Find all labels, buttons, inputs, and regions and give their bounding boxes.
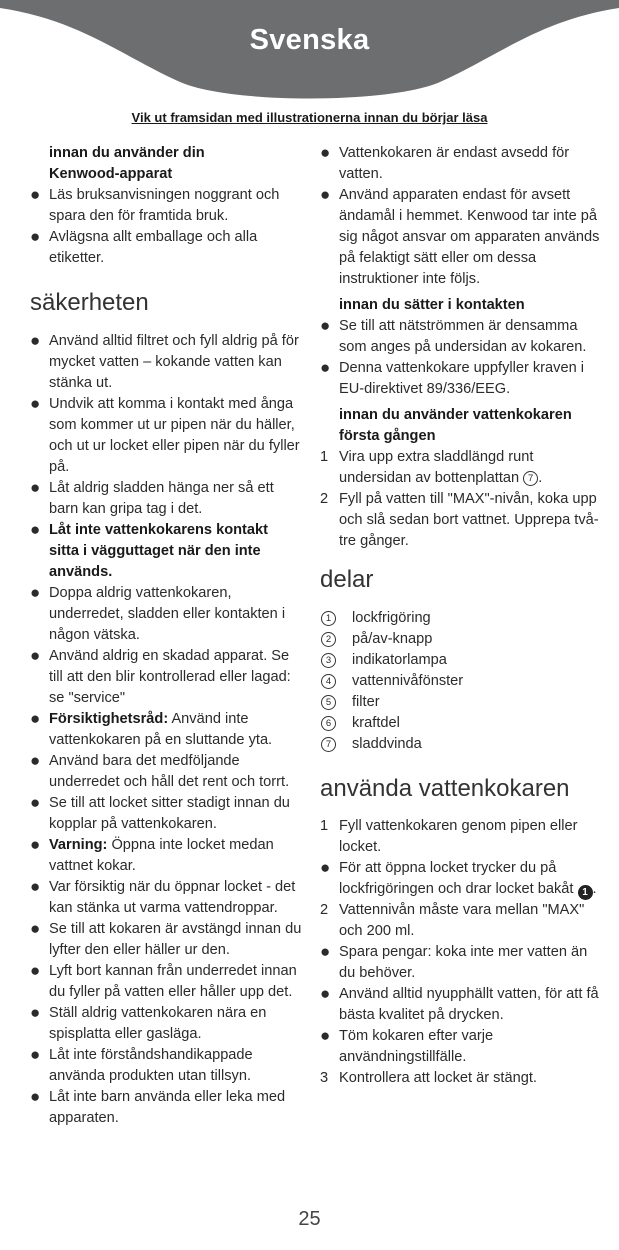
item-text: Lyft bort kannan från underredet innan du fyller på vatten eller håller upp det. bbox=[49, 963, 297, 1000]
safety-item bbox=[30, 835, 302, 877]
safety-item bbox=[30, 751, 302, 793]
safety-item bbox=[30, 394, 302, 478]
part-label: indikatorlampa bbox=[352, 652, 447, 668]
safety-item bbox=[30, 478, 302, 520]
bold-lead: Varning: bbox=[49, 837, 108, 853]
bullet-icon: ● bbox=[30, 919, 41, 938]
parts-heading: delar bbox=[320, 566, 374, 593]
first-use-step bbox=[320, 489, 600, 552]
part-number-icon: 2 bbox=[321, 632, 336, 647]
bullet-icon: ● bbox=[30, 583, 41, 602]
item-text: Denna vattenkokare uppfyller kraven i EU-direktivet 89/336/EEG. bbox=[339, 360, 584, 397]
safety-item bbox=[30, 919, 302, 961]
bullet-icon: ● bbox=[30, 1045, 41, 1064]
bullet-icon: ● bbox=[30, 793, 41, 812]
part-item bbox=[320, 650, 600, 671]
safety-item bbox=[30, 793, 302, 835]
part-item bbox=[320, 629, 600, 650]
bullet-icon: ● bbox=[30, 1087, 41, 1106]
item-text: Se till att nätströmmen är densamma som anges på undersidan av kokaren. bbox=[339, 318, 587, 355]
item-text: Doppa aldrig vattenkokaren, underredet, sladden eller kontakten i någon vätska. bbox=[49, 585, 286, 643]
safety-item bbox=[30, 646, 302, 709]
item-text: Använd apparaten endast för avsett ändamål i hemmet. Kenwood tar inte på sig något ansvar om apparaten används på felaktigt sätt eller om dessa instruktioner inte följs. bbox=[339, 187, 600, 287]
usage-step bbox=[320, 984, 600, 1026]
safety-item bbox=[30, 1003, 302, 1045]
part-number-icon: 4 bbox=[321, 674, 336, 689]
plug-heading: innan du sätter i kontakten bbox=[339, 297, 525, 313]
item-text: Låt inte barn använda eller leka med apparaten. bbox=[49, 1089, 286, 1126]
bold-lead: Låt inte vattenkokarens kontakt sitta i vägguttaget när den inte används. bbox=[49, 522, 268, 580]
part-label: kraftdel bbox=[352, 715, 400, 731]
bullet-icon: ● bbox=[30, 709, 41, 728]
usage-step bbox=[320, 858, 600, 900]
step-text: Fyll på vatten till "MAX"-nivån, koka upp och slå sedan bort vattnet. Upprepa två-tre gånger. bbox=[339, 491, 599, 549]
item-text: Ställ aldrig vattenkokaren nära en spisplatta eller gasläga. bbox=[49, 1005, 267, 1042]
bullet-icon: ● bbox=[30, 227, 41, 246]
language-header-banner bbox=[0, 0, 619, 110]
step-text: Vira upp extra sladdlängd runt undersidan av bottenplattan bbox=[339, 449, 534, 486]
safety-item bbox=[30, 961, 302, 1003]
part-number-icon: 1 bbox=[321, 611, 336, 626]
part-number-icon: 6 bbox=[321, 716, 336, 731]
bullet-icon: ● bbox=[320, 185, 331, 204]
unfold-instruction-note: Vik ut framsidan med illustrationerna innan du börjar läsa bbox=[131, 110, 488, 125]
bullet-icon: ● bbox=[320, 858, 331, 877]
step-text-end: . bbox=[592, 881, 597, 897]
left-column bbox=[30, 143, 302, 1129]
item-text: Öppna inte locket medan vattnet kokar. bbox=[49, 837, 274, 874]
part-item bbox=[320, 713, 600, 734]
bullet-icon: ● bbox=[30, 185, 41, 204]
item-text: Se till att kokaren är avstängd innan du lyfter den eller häller ur den. bbox=[49, 921, 302, 958]
part-label: filter bbox=[352, 694, 380, 710]
item-text: Se till att locket sitter stadigt innan du kopplar på vattenkokaren. bbox=[49, 795, 290, 832]
bullet-icon: ● bbox=[320, 1026, 331, 1045]
item-text: Vattenkokaren är endast avsedd för vatten. bbox=[339, 145, 570, 182]
item-text: Låt aldrig sladden hänga ner så ett barn kan gripa tag i det. bbox=[49, 480, 274, 517]
before-use-item bbox=[30, 185, 302, 227]
bullet-icon: ● bbox=[320, 143, 331, 162]
bullet-icon: ● bbox=[30, 961, 41, 980]
step-text: Vattennivån måste vara mellan "MAX" och 200 ml. bbox=[339, 902, 585, 939]
safety-item bbox=[30, 520, 302, 583]
bullet-icon: ● bbox=[320, 316, 331, 335]
step-number: 1 bbox=[320, 449, 329, 465]
step-text: För att öppna locket trycker du på lockfrigöringen och drar locket bakåt bbox=[339, 860, 574, 897]
usage-step bbox=[320, 1068, 600, 1089]
bullet-icon: ● bbox=[320, 984, 331, 1003]
usage-step bbox=[320, 900, 600, 942]
usage-step bbox=[320, 942, 600, 984]
bullet-icon: ● bbox=[30, 520, 41, 539]
bullet-icon: ● bbox=[30, 877, 41, 896]
bullet-icon: ● bbox=[30, 1003, 41, 1022]
item-text: Avlägsna allt emballage och alla etiketter. bbox=[49, 229, 258, 266]
part-item bbox=[320, 608, 600, 629]
step-text: Fyll vattenkokaren genom pipen eller locket. bbox=[339, 818, 578, 855]
before-use-heading: innan du använder din Kenwood-apparat bbox=[49, 145, 205, 182]
step-number: 3 bbox=[320, 1070, 329, 1086]
part-number-icon: 5 bbox=[321, 695, 336, 710]
bullet-icon: ● bbox=[30, 835, 41, 854]
part-reference-icon: 7 bbox=[523, 471, 538, 486]
before-use-item bbox=[30, 227, 302, 269]
item-text: Var försiktig när du öppnar locket - det kan stänka ut varma vattendroppar. bbox=[49, 879, 296, 916]
bullet-icon: ● bbox=[320, 358, 331, 377]
bullet-icon: ● bbox=[30, 751, 41, 770]
item-text: Läs bruksanvisningen noggrant och spara den för framtida bruk. bbox=[49, 187, 280, 224]
part-label: vattennivåfönster bbox=[352, 673, 464, 689]
step-text: Kontrollera att locket är stängt. bbox=[339, 1070, 537, 1086]
item-text: Använd bara det medföljande underredet och håll det rent och torrt. bbox=[49, 753, 290, 790]
item-text: Undvik att komma i kontakt med ånga som kommer ut ur pipen när du häller, och ut ur locket eller pipen när du fyller på. bbox=[49, 396, 300, 475]
bullet-icon: ● bbox=[320, 942, 331, 961]
plug-item bbox=[320, 358, 600, 400]
part-label: lockfrigöring bbox=[352, 610, 431, 626]
right-column bbox=[320, 143, 600, 1089]
part-item bbox=[320, 671, 600, 692]
step-number: 2 bbox=[320, 902, 329, 918]
bold-lead: Försiktighetsråd: bbox=[49, 711, 169, 727]
plug-item bbox=[320, 316, 600, 358]
part-label: sladdvinda bbox=[352, 736, 422, 752]
figure-reference-icon: 1 bbox=[578, 885, 593, 900]
usage-step bbox=[320, 1026, 600, 1068]
item-text: Använd inte vattenkokaren på en sluttande yta. bbox=[49, 711, 273, 748]
step-text: Använd alltid nyupphällt vatten, för att få bästa kvalitet på drycken. bbox=[339, 986, 599, 1023]
usage-step bbox=[320, 816, 600, 858]
safety-item bbox=[30, 1045, 302, 1087]
step-text-end: . bbox=[538, 470, 543, 486]
part-label: på/av-knapp bbox=[352, 631, 433, 647]
bullet-icon: ● bbox=[30, 646, 41, 665]
part-item bbox=[320, 692, 600, 713]
step-text: Spara pengar: koka inte mer vatten än du behöver. bbox=[339, 944, 588, 981]
part-item bbox=[320, 734, 600, 755]
safety-item bbox=[30, 709, 302, 751]
step-number: 1 bbox=[320, 818, 329, 834]
item-text: Använd aldrig en skadad apparat. Se till att den blir kontrollerad eller lagad: se "service" bbox=[49, 648, 291, 706]
usage-heading: använda vattenkokaren bbox=[320, 775, 570, 802]
safety-item bbox=[30, 583, 302, 646]
safety-item bbox=[30, 877, 302, 919]
bullet-icon: ● bbox=[30, 478, 41, 497]
first-use-heading: innan du använder vattenkokaren första gången bbox=[339, 407, 572, 444]
item-text: Låt inte förståndshandikappade använda produkten utan tillsyn. bbox=[49, 1047, 253, 1084]
step-number: 2 bbox=[320, 491, 329, 507]
safety-item bbox=[30, 331, 302, 394]
item-text: Använd alltid filtret och fyll aldrig på för mycket vatten – kokande vatten kan stänka ut. bbox=[49, 333, 299, 391]
bullet-icon: ● bbox=[30, 394, 41, 413]
usage-scope-item bbox=[320, 143, 600, 185]
language-title: Svenska bbox=[249, 24, 370, 56]
step-text: Töm kokaren efter varje användningstillfälle. bbox=[339, 1028, 494, 1065]
safety-heading: säkerheten bbox=[30, 289, 149, 316]
bullet-icon: ● bbox=[30, 331, 41, 350]
part-number-icon: 3 bbox=[321, 653, 336, 668]
usage-scope-item bbox=[320, 185, 600, 290]
part-number-icon: 7 bbox=[321, 737, 336, 752]
first-use-step bbox=[320, 447, 600, 489]
safety-item bbox=[30, 1087, 302, 1129]
page-number: 25 bbox=[298, 1208, 321, 1230]
